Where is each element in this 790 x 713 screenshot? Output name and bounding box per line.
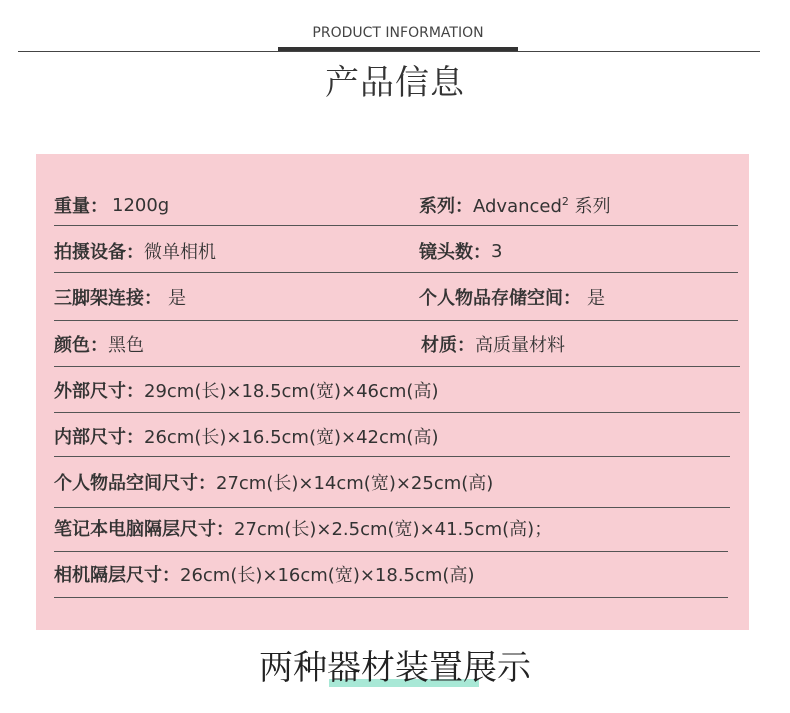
series-value-sup: 2: [561, 195, 569, 208]
footer-title-wrap: [259, 640, 531, 689]
camera-cell: [54, 551, 474, 597]
weight-cell: [54, 182, 169, 228]
tripod-label: 三脚架连接：: [54, 288, 162, 309]
series-value: [473, 192, 611, 218]
personal-cell: [54, 459, 493, 505]
footer-section: [0, 640, 790, 689]
color-cell: [54, 321, 144, 367]
lens-value: 3: [491, 240, 503, 262]
inner-label: 内部尺寸：: [54, 427, 144, 448]
lens-cell: [419, 228, 502, 274]
device-label: 拍摄设备：: [54, 242, 144, 263]
camera-label: 相机隔层尺寸：: [54, 565, 180, 586]
spec-row-camera-size: [54, 551, 728, 597]
header-subtitle: PRODUCT INFORMATION: [312, 25, 484, 41]
series-value-suffix: 系列: [568, 196, 611, 217]
color-value: 黑色: [108, 335, 144, 356]
row-rule: [54, 225, 738, 226]
series-cell: [419, 182, 611, 228]
spec-row-weight-series: [54, 182, 738, 228]
outer-cell: [54, 367, 438, 413]
spec-panel: [36, 154, 749, 630]
spec-row-color-material: [54, 321, 740, 367]
weight-label: 重量：: [54, 196, 108, 217]
laptop-label: 笔记本电脑隔层尺寸：: [54, 519, 234, 540]
outer-value: 29cm(长)×18.5cm(宽)×46cm(高): [144, 381, 439, 402]
laptop-value: 27cm(长)×2.5cm(宽)×41.5cm(高)；: [234, 519, 553, 540]
spec-row-inner-size: [54, 413, 730, 459]
weight-value: 1200g: [112, 194, 170, 216]
footer-title: 两种器材装置展示: [259, 648, 531, 688]
lens-label: 镜头数：: [419, 242, 491, 263]
laptop-cell: [54, 505, 552, 551]
tripod-cell: [54, 274, 186, 320]
inner-value: 26cm(长)×16.5cm(宽)×42cm(高): [144, 427, 439, 448]
tripod-value: 是: [168, 288, 186, 309]
storage-label: 个人物品存储空间：: [419, 288, 581, 309]
row-rule: [54, 456, 730, 457]
spec-row-personal-size: [54, 459, 730, 505]
material-value: 高质量材料: [475, 335, 565, 356]
spec-row-laptop-size: [54, 505, 728, 551]
material-cell: [421, 321, 565, 367]
color-label: 颜色：: [54, 335, 108, 356]
camera-value: 26cm(长)×16cm(宽)×18.5cm(高): [180, 565, 475, 586]
inner-cell: [54, 413, 438, 459]
device-cell: [54, 228, 216, 274]
spec-row-tripod-storage: [54, 274, 738, 320]
header-divider: [18, 51, 760, 52]
device-value: 微单相机: [144, 242, 216, 263]
outer-label: 外部尺寸：: [54, 381, 144, 402]
spec-row-device-lens: [54, 228, 738, 274]
row-rule: [54, 272, 738, 273]
personal-value: 27cm(长)×14cm(宽)×25cm(高): [216, 473, 494, 494]
storage-cell: [419, 274, 605, 320]
series-label: 系列：: [419, 196, 473, 217]
material-label: 材质：: [421, 335, 475, 356]
row-rule: [54, 597, 728, 598]
storage-value: 是: [587, 288, 605, 309]
personal-label: 个人物品空间尺寸：: [54, 473, 216, 494]
page-title: 产品信息: [325, 63, 465, 103]
series-value-main: Advanced: [473, 196, 562, 217]
spec-row-outer-size: [54, 367, 740, 413]
